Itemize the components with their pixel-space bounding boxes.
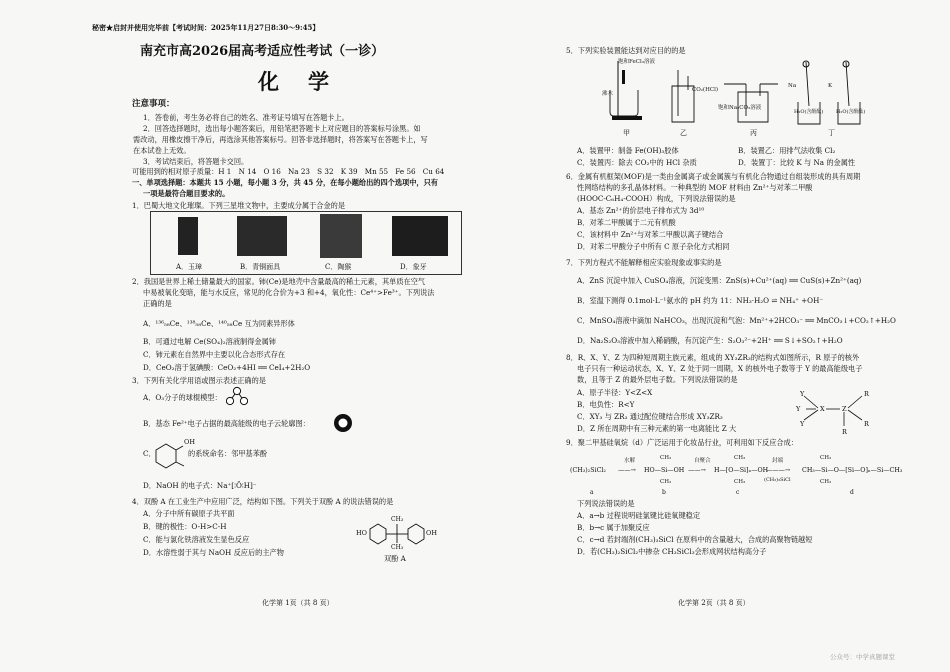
q1-caption-d: D．象牙 [400,263,427,271]
q7-option-d: D．Na₂S₂O₃溶液中加入稀硝酸，有沉淀产生：S₂O₃²⁻+2H⁺ ══ S↓+SO₂↑+H₂O [577,336,843,345]
q9-option-d: D．若(CH₃)₂SiCl₂中掺杂 CH₃SiCl₃会形成网状结构高分子 [577,547,767,556]
q9-label-a: a [590,489,594,496]
note-line: 1．答卷前，考生务必将自己的姓名、准考证号填写在答题卡上。 [143,113,349,122]
q5-label-na2co3: 饱和Na₂CO₃溶液 [718,105,762,111]
question-6-cont: (HOOC-C₆H₄-COOH）构成，下列说法错误的是 [577,194,736,203]
q5-label-water-2: H₂O(含酚酞) [836,109,866,115]
q9-compound-d: CH₃—Si—O—[Si—O]ₙ—Si—CH₃ [802,467,903,474]
q9-c-ch3-top: CH₃ [734,455,746,461]
q9-b-ch3-top: CH₃ [660,455,672,461]
q8-atom-y1: Y [800,390,805,398]
q4-option-a: A．分子中所有碳原子共平面 [143,509,235,518]
q9-label-b: b [662,489,666,496]
question-2-cont: 正确的是 [143,299,172,308]
q2-option-d: D．CeO₂溶于氢碘酸：CeO₂+4HI ══ CeI₄+2H₂O [143,363,311,372]
q8-atom-y3: Y [800,420,805,428]
electron-cloud-diagram [332,412,354,434]
q9-arrow3-label: 封端 [772,458,784,464]
question-8-cont: 电子只有一种运动状态，X、Y、Z 处于同一周期，X 的核外电子数等于 Y 的最高能级电子 [577,364,863,373]
question-6-cont: 性网络结构的多孔晶体材料。一种典型的 MOF 材料由 Zn²⁺与对苯二甲酸 [577,183,813,192]
q9-arrow1: ——→ [618,467,636,474]
bpa-ch3-bottom: CH₃ [391,544,404,551]
exam-title: 南充市高2026届高考适应性考试（一诊） [140,44,385,59]
bpa-oh-label: OH [426,529,437,537]
note-line: 3．考试结束后，将答题卡交回。 [143,157,249,166]
q2-option-b: B．可通过电解 Ce(SO₄)₂溶液制得金属铈 [143,337,276,346]
q7-option-c: C．MnSO₄溶液中滴加 NaHCO₃，出现沉淀和气泡：Mn²⁺+2HCO₃⁻ ══ MnCO₃↓+CO₂↑+H₂O [577,316,896,325]
subject-title: 化 学 [258,69,333,94]
question-6: 6．金属有机框架(MOF)是一类由金属离子或金属簇与有机化合物通过自组装形成的具有周期 [566,172,861,181]
jade-zhang-image [178,217,198,255]
q7-option-a: A．ZnS 沉淀中加入 CuSO₄溶液，沉淀变黑：ZnS(s)+Cu²⁺(aq) ══ CuS(s)+Zn²⁺(aq) [577,276,862,285]
q9-d-ch3-top: CH₃ [820,455,832,461]
note-line: 需改动，用橡皮擦干净后，再选涂其他答案标号。回答非选择题时，将答案写在答题卡上，写 [133,135,428,144]
q9-d-ch3-bottom: CH₃ [820,479,832,485]
q9-arrow1-label: 水解 [624,458,636,464]
question-1: 1．巴蜀大地文化璀璨。下列三星堆文物中，主要成分属于合金的是 [132,201,346,210]
q6-option-d: D．对苯二甲酸分子中所有 C 原子杂化方式相同 [577,242,730,251]
q5-label-boiling-water: 沸水 [602,91,614,97]
q4-option-d: D．水溶性弱于其与 NaOH 反应后的主产物 [143,548,284,557]
q8-option-c: C．XY₃ 与 ZR₃ 通过配位键结合形成 XY₃ZR₃ [577,412,723,421]
bpa-label: 双酚 A [384,554,406,563]
q5-label-co2: CO₂(HCl) [692,87,718,93]
secret-header: 秘密★启封并使用完毕前【考试时间：2025年11月27日8:30～9:45】 [92,23,320,32]
q9-c-ch3-bottom: CH₃ [734,479,746,485]
q5-apparatus-drawing [598,56,888,136]
q8-option-a: A．原子半径：Y<Z<X [577,388,653,397]
q8-option-d: D．Z 所在周期中有三种元素的第一电离能比 Z 大 [577,424,737,433]
ozone-ball-stick-model [226,386,248,406]
question-2: 2．我国是世界上稀土储量最大的国家。铈(Ce)是地壳中含量最高的稀土元素，其单质在空气 [132,277,426,286]
page-footer-left: 化学第 1页（共 8 页） [262,599,334,607]
q1-caption-b: B．青铜面具 [240,263,281,271]
q6-option-b: B．对苯二甲酸属于二元有机酸 [577,218,676,227]
section-heading-cont: 一项是最符合题目要求的。 [143,189,230,198]
q8-atom-y2: Y [796,405,801,413]
q8-option-b: B．电负性：R<Y [577,400,635,409]
q6-option-a: A．基态 Zn²⁺的价层电子排布式为 3d¹⁰ [577,206,705,215]
q5-label-water-1: H₂O(含酚酞) [794,109,824,115]
q3-option-c: C． 的系统命名：邻甲基苯酚 [143,449,268,458]
q9-arrow2: ——→ [688,467,706,474]
bpa-ch3-top: CH₃ [391,516,404,523]
page-footer-right: 化学第 2页（共 8 页） [678,599,750,607]
question-4: 4．双酚 A 在工业生产中应用广泛，结构如下图。下列关于双酚 A 的说法错误的是 [132,497,394,506]
q8-atom-x: X [820,405,825,413]
q1-caption-a: A．玉璋 [176,263,203,271]
q9-option-b: B．b→c 属于加聚反应 [577,523,650,532]
note-line: 在本试卷上无效。 [133,146,191,155]
xy3zr3-structure [794,386,874,432]
question-8: 8．R、X、Y、Z 为四种短周期主族元素，组成的 XY₃ZR₃的结构式如图所示，R 原子的核外 [566,353,860,362]
q9-label-d: d [850,489,854,496]
q5-label-k: K [828,83,833,89]
q5-caption-bing: 丙 [750,129,757,137]
q9-compound-c: H—[O—Si]ₙ—OH [714,467,769,474]
o-cresol-oh-label: OH [184,438,195,446]
q5-option-b: B．装置乙：用排气法收集 Cl₂ [738,146,836,155]
q9-compound-a: (CH₃)₂SiCl₂ [570,467,606,474]
q1-caption-c: C．陶猴 [325,263,352,271]
question-5: 5．下列实验装置能达到对应目的的是 [566,46,686,55]
q5-label-na: Na [788,83,797,89]
q6-option-c: C．该材料中 Zn²⁺与对苯二甲酸以离子键结合 [577,230,724,239]
q5-caption-yi: 乙 [680,129,687,137]
q4-option-b: B．键的极性：O-H>C-H [143,522,227,531]
question-8-cont: 数，且等于 Z 的最外层电子数。下列说法错误的是 [577,375,738,384]
q9-arrow3: ———→ [766,467,791,474]
q5-option-d: D．装置丁：比较 K 与 Na 的金属性 [738,158,856,167]
q8-atom-r2: R [864,420,869,428]
question-2-cont: 中易被氧化变暗，能与水反应，常见的化合价为+3 和+4，氧化性：Ce⁴⁺>Fe³⁺。下列说法 [143,288,435,297]
question-9: 9．聚二甲基硅氧烷（d）广泛运用于化妆品行业，可利用如下反应合成： [566,438,798,447]
q9-stem: 下列说法错误的是 [577,499,635,508]
atomic-mass-line: 可能用到的相对原子质量：H 1 N 14 O 16 Na 23 S 32 K 39 Mn 55 Fe 56 Cu 64 [132,167,445,176]
q8-atom-r1: R [864,390,869,398]
note-line: 2．回答选择题时，选出每小题答案后，用铅笔把答题卡上对应题目的答案标号涂黑。如 [143,124,421,133]
q9-b-ch3-bottom: CH₃ [660,479,672,485]
bpa-ho-label: HO [356,529,367,537]
q5-option-a: A．装置甲：制备 Fe(OH)₃胶体 [577,146,679,155]
q8-atom-r3: R [842,428,847,436]
watermark-text: 公众号：中学真题课堂 [830,653,895,661]
q3-option-b: B．基态 Fe²⁺电子占据的最高能级的电子云轮廓图： [143,419,310,428]
q3-option-d: D．NaOH 的电子式：Na⁺[∶Ö∶H]⁻ [143,481,257,490]
q2-option-c: C．铈元素在自然界中主要以化合态形式存在 [143,350,286,359]
question-7: 7．下列方程式不能解释相应实验现象或事实的是 [566,258,722,267]
q7-option-b: B．室温下测得 0.1mol·L⁻¹氨水的 pH 约为 11：NH₃·H₂O ⇌ NH₄⁺ +OH⁻ [577,296,824,305]
q9-arrow2-label: 自聚合 [694,458,711,464]
q2-option-a: A．¹³⁶₅₈Ce、¹³⁸₅₈Ce、¹⁴⁰₅₈Ce 互为同素异形体 [143,319,295,328]
section-heading: 一、单项选择题：本题共 15 小题，每小题 3 分，共 45 分，在每小题给出的四个选项中，只有 [132,178,438,187]
q9-option-c: C．c→d 若封端剂(CH₃)₃SiCl 在原料中的含量越大，合成的高聚物链越短 [577,535,813,544]
bronze-mask-image [237,216,287,256]
ivory-image [392,216,448,256]
q8-atom-z: Z [842,405,847,413]
q9-compound-b: HO—Si—OH [644,467,685,474]
q5-caption-ding: 丁 [828,129,835,137]
q5-caption-jia: 甲 [623,129,630,137]
q5-option-c: C．装置丙：除去 CO₂中的 HCl 杂质 [577,158,697,167]
notes-title: 注意事项： [132,99,175,109]
q9-arrow3-sub: (CH₃)₃SiCl [764,477,791,483]
q3-option-a: A．O₃分子的球棍模型： [143,393,222,402]
question-3: 3．下列有关化学用语或图示表述正确的是 [132,376,266,385]
q5-label-fecl3: 饱和FeCl₃溶液 [618,59,655,65]
q4-option-c: C．能与氯化铁溶液发生显色反应 [143,535,250,544]
q9-label-c: c [736,489,740,496]
q9-option-a: A．a→b 过程说明硅氯键比硅氧键稳定 [577,511,701,520]
pottery-monkey-image [320,214,362,258]
